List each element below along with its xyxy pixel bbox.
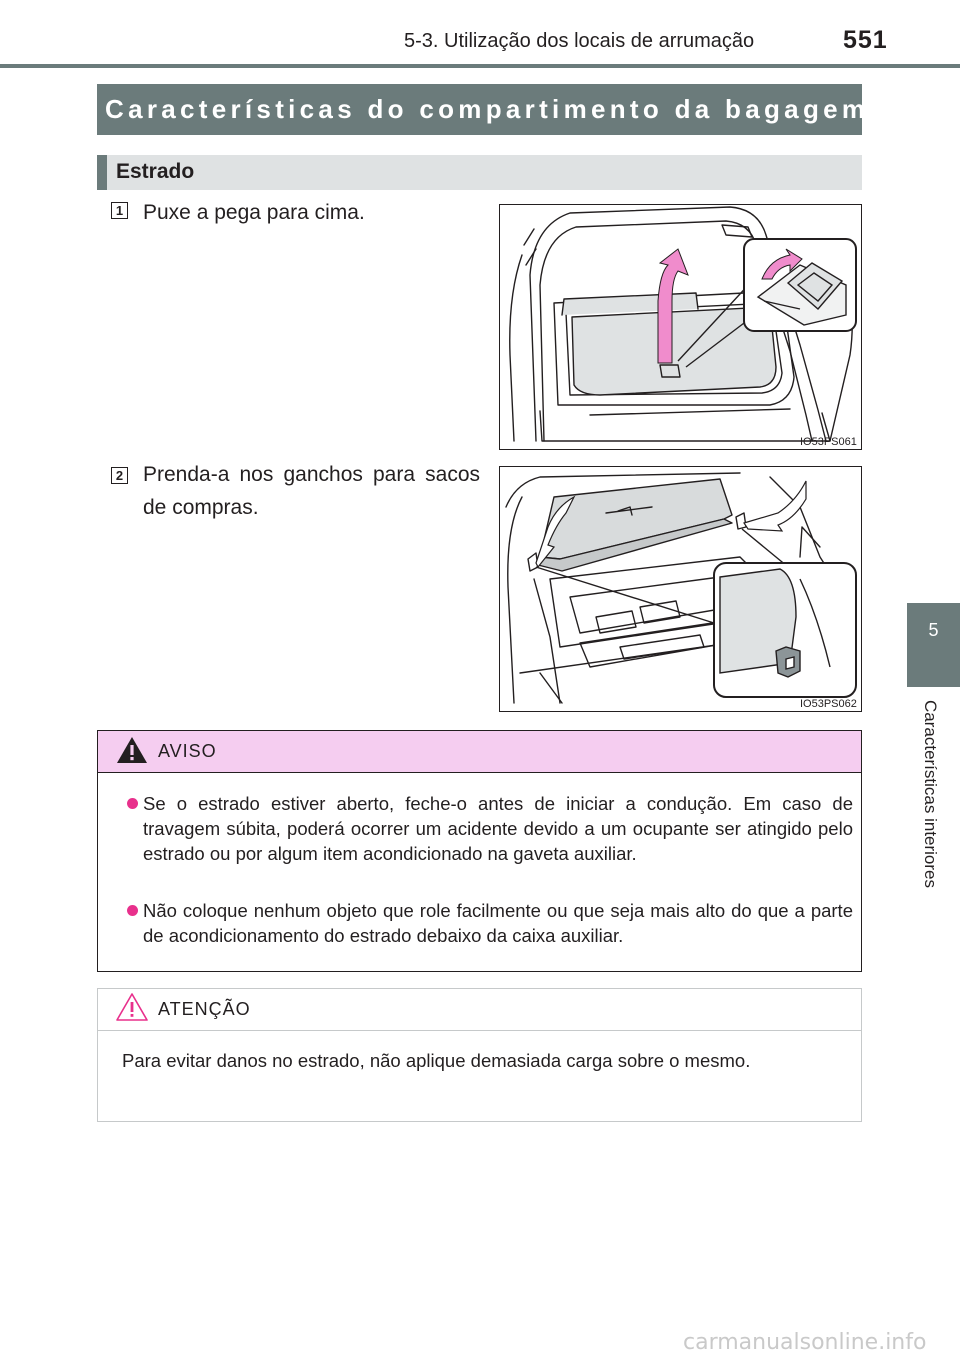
caution-label: ATENÇÃO	[158, 999, 251, 1019]
figure-hook-attached	[499, 466, 862, 712]
page-number: 551	[843, 26, 888, 54]
figure-pull-handle	[499, 204, 862, 450]
caution-triangle-icon	[115, 992, 149, 1022]
step-text-2: Prenda-a nos ganchos para sacos de compras.	[143, 463, 480, 519]
warning-bullet-1: Se o estrado estiver aberto, feche-o antes de iniciar a condução. Em caso de travagem súbita, poderá ocorrer um acidente devido a um ocupante ser atingido pelo estrado ou por algum item acondicionado na gaveta auxiliar.	[143, 793, 853, 864]
step-number-1: 1	[111, 202, 128, 219]
caution-text: Para evitar danos no estrado, não aplique demasiada carga sobre o mesmo.	[122, 1050, 751, 1071]
bullet-dot	[127, 798, 138, 809]
figure-code-1: IO53PS061	[800, 436, 857, 448]
chapter-tab	[907, 603, 960, 687]
warning-bullet-2: Não coloque nenhum objeto que role facilmente ou que seja mais alto do que a parte de acondicionamento do estrado debaixo da caixa auxiliar.	[143, 900, 853, 946]
header-rule	[0, 64, 960, 68]
deck-board-hooked-illustration	[500, 467, 861, 711]
subsection-title: Estrado	[116, 160, 195, 183]
warning-label: AVISO	[158, 741, 217, 761]
step-number-2: 2	[111, 467, 128, 484]
chapter-number: 5	[928, 620, 939, 640]
subsection-bar	[97, 155, 862, 190]
trunk-open-illustration	[500, 205, 861, 449]
figure-code-2: IO53PS062	[800, 698, 857, 710]
chapter-label: Características interiores	[921, 700, 940, 889]
running-header-section: 5-3. Utilização dos locais de arrumação	[404, 30, 755, 52]
bullet-dot	[127, 905, 138, 916]
watermark-url[interactable]: carmanualsonline.info	[683, 1330, 927, 1355]
step-text-1: Puxe a pega para cima.	[143, 201, 365, 224]
section-title: Características do compartimento da bagagem	[97, 84, 862, 135]
warning-triangle-icon	[115, 735, 149, 765]
